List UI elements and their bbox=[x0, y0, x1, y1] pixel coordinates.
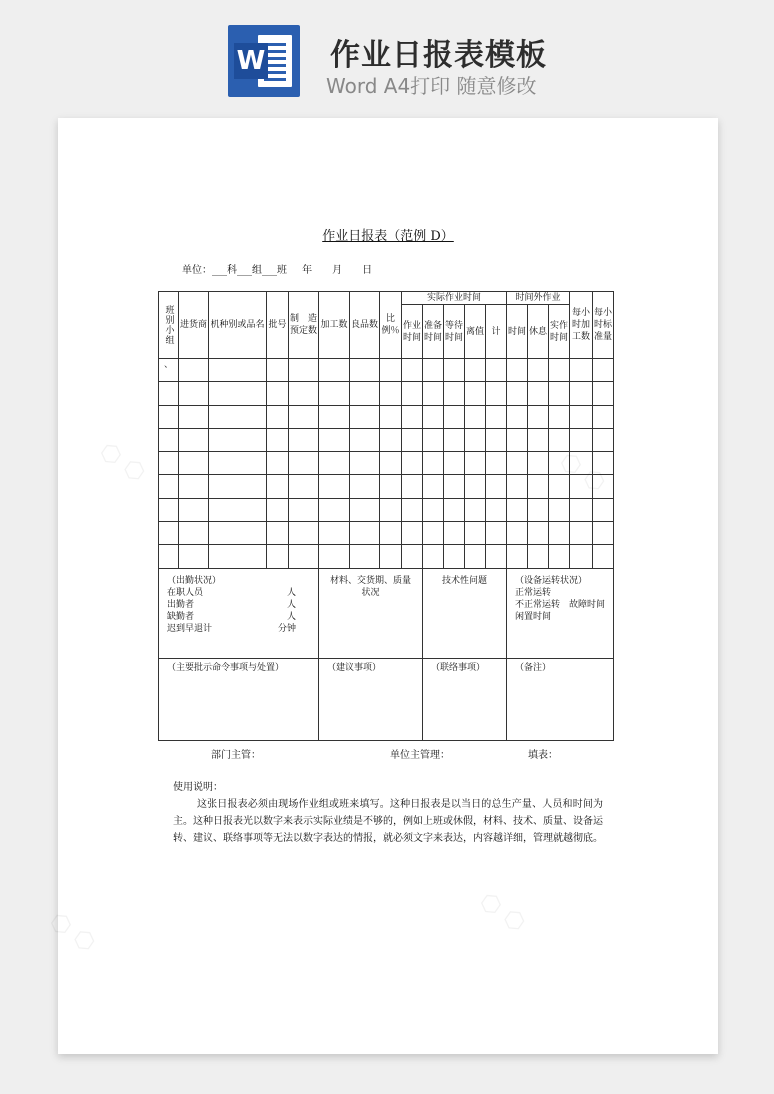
template-title: 作业日报表模板 bbox=[330, 38, 547, 73]
table-row bbox=[159, 452, 614, 475]
header-processed: 加工数 bbox=[319, 292, 350, 359]
unit-date-line: 单位：___科___组___班 年 月 日 bbox=[182, 265, 373, 276]
attendance-title: （出勤状况） bbox=[167, 575, 222, 586]
word-document-icon bbox=[228, 25, 300, 97]
table-row bbox=[159, 545, 614, 568]
watermark-graphic: ⬡ ⬡ bbox=[44, 906, 102, 958]
header-model: 机种别或品名 bbox=[209, 292, 267, 359]
instructions-section: （主要批示命令事项与处置） bbox=[159, 658, 319, 740]
header-actual-time: 实际作业时间 bbox=[402, 292, 507, 305]
header-planned: 制 造预定数 bbox=[289, 292, 319, 359]
header-leave: 离值 bbox=[465, 305, 486, 359]
header-batch: 批号 bbox=[267, 292, 289, 359]
header-banner bbox=[0, 0, 774, 118]
table-row bbox=[159, 522, 614, 545]
header-good: 良品数 bbox=[350, 292, 380, 359]
filler-signature: 填表： bbox=[528, 750, 558, 761]
equipment-title: （设备运转状况） bbox=[515, 575, 588, 586]
unit-manager-signature: 单位主管理： bbox=[390, 750, 450, 761]
table-row bbox=[159, 475, 614, 498]
header-work-time: 作业时间 bbox=[402, 305, 423, 359]
table-row bbox=[159, 359, 614, 382]
attendance-row-absent: 缺勤者 人 bbox=[167, 611, 296, 622]
notes-body: 这张日报表必须由现场作业组或班来填写。这种日报表是以当日的总生产量、人员和时间为主。这种日报表光以数字来表示实际业绩是不够的，例如上班或休假，材料、技术、质量、设备运转、建议、联络事项等无法以数字表达的情报，就必须文字来表达，内容越详细，管理就越彻底。 bbox=[173, 799, 603, 844]
dept-manager-signature: 部门主管： bbox=[211, 750, 261, 761]
header-hourly-std: 每小时标准量 bbox=[593, 292, 614, 359]
table-row bbox=[159, 428, 614, 451]
daily-report-table bbox=[158, 291, 614, 741]
word-letter: W bbox=[234, 43, 268, 79]
watermark-graphic: ⬡ ⬡ bbox=[554, 446, 612, 498]
header-ot-actual: 实作时间 bbox=[549, 305, 570, 359]
equipment-abnormal-row: 不正常运转 故障时间 bbox=[515, 599, 606, 610]
header-hourly: 每小时加工数 bbox=[570, 292, 593, 359]
attendance-row-late: 迟到早退计 分钟 bbox=[167, 623, 296, 634]
watermark-graphic: ⬡ ⬡ bbox=[94, 436, 152, 488]
equipment-idle: 闲置时间 bbox=[515, 611, 552, 622]
header-ot-rest: 休息 bbox=[528, 305, 549, 359]
materials-section: 材料、交货期、质量状况 bbox=[319, 568, 423, 658]
suggestions-section: （建议事项） bbox=[319, 658, 423, 740]
header-ratio: 比例％ bbox=[380, 292, 402, 359]
attendance-section bbox=[159, 568, 319, 658]
template-subtitle: Word A4打印 随意修改 bbox=[326, 74, 537, 98]
equipment-section bbox=[507, 568, 614, 658]
equipment-normal: 正常运转 bbox=[515, 587, 552, 598]
technical-section: 技术性问题 bbox=[423, 568, 507, 658]
header-ot-time: 时间 bbox=[507, 305, 528, 359]
notes-heading: 使用说明： bbox=[173, 782, 223, 793]
watermark-graphic: ⬡ ⬡ bbox=[474, 886, 532, 938]
header-total: 计 bbox=[486, 305, 507, 359]
document-page bbox=[44, 118, 718, 1054]
liaison-section: （联络事项） bbox=[423, 658, 507, 740]
attendance-row-staff: 在职人员 人 bbox=[167, 587, 296, 598]
table-row bbox=[159, 498, 614, 521]
report-title: 作业日报表（范例 D） bbox=[322, 229, 454, 244]
stray-mark: 、 bbox=[159, 359, 179, 382]
header-supplier: 进货商 bbox=[179, 292, 209, 359]
remarks-section: （备注） bbox=[507, 658, 614, 740]
attendance-row-present: 出勤者 人 bbox=[167, 599, 296, 610]
usage-notes bbox=[173, 779, 603, 847]
table-row bbox=[159, 405, 614, 428]
table-row bbox=[159, 382, 614, 405]
header-overtime: 时间外作业 bbox=[507, 292, 570, 305]
header-prep-time: 准备时间 bbox=[423, 305, 444, 359]
header-wait-time: 等待时间 bbox=[444, 305, 465, 359]
header-group: 班别小组 bbox=[159, 292, 179, 359]
